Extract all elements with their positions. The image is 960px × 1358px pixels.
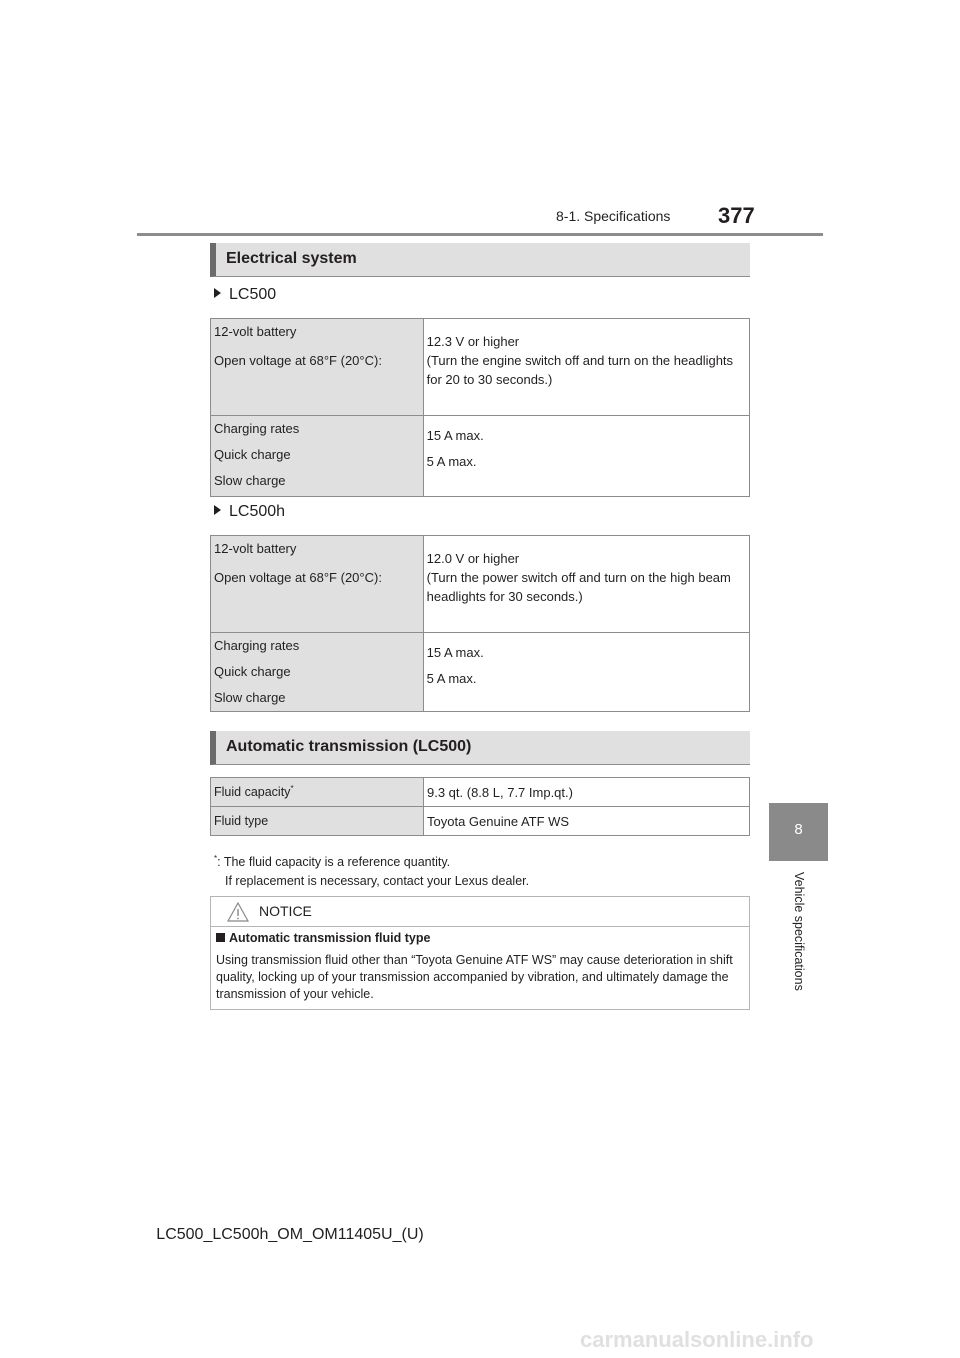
square-bullet-icon [216, 933, 225, 942]
bullet-triangle-icon [214, 288, 221, 298]
electrical-title: Electrical system [226, 250, 357, 267]
lc500-charging-value: 15 A max. 5 A max. [423, 416, 749, 497]
header-rule [137, 233, 823, 236]
lc500h-battery-value: 12.0 V or higher (Turn the power switch off and turn on the high beam headlights for 30 seconds.) [423, 536, 749, 633]
notice-title: NOTICE [259, 903, 312, 919]
fluid-type-value: Toyota Genuine ATF WS [424, 807, 750, 836]
table-row [211, 778, 750, 807]
table-row [211, 319, 750, 416]
lc500h-battery-label: 12-volt battery Open voltage at 68°F (20°C): [211, 536, 424, 633]
transmission-heading [210, 731, 750, 765]
table-row [211, 416, 750, 497]
transmission-title: Automatic transmission (LC500) [226, 738, 472, 755]
notice-body: Using transmission fluid other than “Toyota Genuine ATF WS” may cause deterioration in shift quality, locking up of your transmission accompanied by vibration, and ultimately damage the transmission of your vehicle. [216, 953, 733, 1001]
table-row [211, 536, 750, 633]
notice-box [210, 896, 750, 1010]
table-row [211, 807, 750, 836]
chapter-label: Vehicle specifications [792, 872, 806, 991]
lc500h-charging-value: 15 A max. 5 A max. [423, 633, 749, 712]
lc500-charging-label: Charging rates Quick charge Slow charge [211, 416, 424, 497]
lc500-label: LC500 [214, 286, 276, 304]
chapter-number: 8 [794, 821, 803, 838]
fluid-capacity-label: Fluid capacity* [211, 778, 424, 807]
footnote: *: The fluid capacity is a reference quantity. If replacement is necessary, contact your Lexus dealer. [214, 854, 530, 889]
fluid-capacity-value: 9.3 qt. (8.8 L, 7.7 Imp.qt.) [424, 778, 750, 807]
transmission-table [210, 777, 750, 836]
electrical-heading [210, 243, 750, 277]
lc500-battery-label: 12-volt battery Open voltage at 68°F (20°C): [211, 319, 424, 416]
lc500h-label: LC500h [214, 503, 285, 521]
warning-triangle-icon [227, 902, 249, 922]
table-row [211, 633, 750, 712]
fluid-type-label: Fluid type [211, 807, 424, 836]
section-title: 8-1. Specifications [556, 208, 671, 224]
watermark: carmanualsonline.info [580, 1327, 814, 1352]
notice-subtitle: Automatic transmission fluid type [216, 931, 430, 945]
bullet-triangle-icon [214, 505, 221, 515]
document-code: LC500_LC500h_OM_OM11405U_(U) [156, 1226, 424, 1243]
page-number: 377 [718, 203, 755, 228]
lc500-battery-value: 12.3 V or higher (Turn the engine switch off and turn on the headlights for 20 to 30 seconds.) [423, 319, 749, 416]
lc500-electrical-table [210, 318, 750, 497]
notice-header [211, 897, 749, 927]
lc500h-electrical-table [210, 535, 750, 712]
lc500h-charging-label: Charging rates Quick charge Slow charge [211, 633, 424, 712]
